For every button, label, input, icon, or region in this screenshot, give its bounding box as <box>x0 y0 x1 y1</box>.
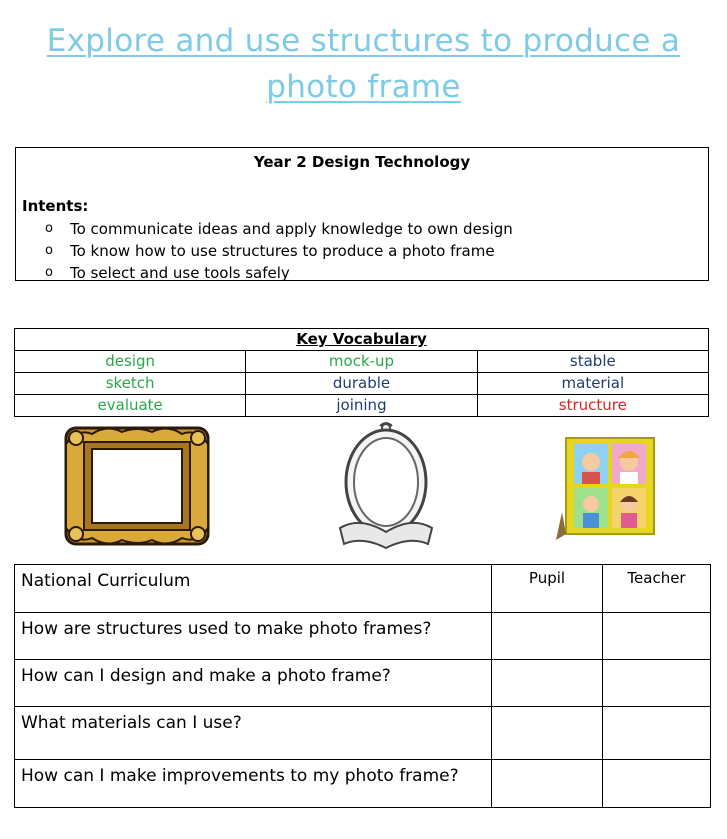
vocab-word: sketch <box>15 373 246 395</box>
title-line-1: Explore and use structures to produce a <box>46 23 681 59</box>
curriculum-question: How can I make improvements to my photo frame? <box>15 760 492 808</box>
pupil-check-cell[interactable] <box>492 760 603 808</box>
teacher-column-header: Teacher <box>603 565 711 613</box>
pupil-check-cell[interactable] <box>492 660 603 707</box>
curriculum-header: National Curriculum <box>15 565 492 613</box>
vocab-word: evaluate <box>15 395 246 417</box>
pupil-check-cell[interactable] <box>492 613 603 660</box>
vocabulary-heading: Key Vocabulary <box>15 329 709 351</box>
intents-heading: Year 2 Design Technology <box>253 153 471 171</box>
intents-label: Intents: <box>22 197 89 215</box>
yellow-family-photo-frame-image <box>548 432 658 544</box>
pupil-check-cell[interactable] <box>492 707 603 760</box>
intents-box <box>15 147 709 281</box>
curriculum-question: How can I design and make a photo frame? <box>15 660 492 707</box>
page-title <box>0 18 727 110</box>
title-line-2: photo frame <box>266 69 461 105</box>
intent-item: o To know how to use structures to produce a photo frame <box>42 240 513 262</box>
vocab-word: mock-up <box>246 351 477 373</box>
pupil-column-header: Pupil <box>492 565 603 613</box>
ornate-gold-frame-image <box>62 424 212 548</box>
vocab-word: joining <box>246 395 477 417</box>
teacher-check-cell[interactable] <box>603 613 711 660</box>
vocab-word: stable <box>477 351 708 373</box>
intents-list <box>42 218 513 284</box>
curriculum-question: How are structures used to make photo frames? <box>15 613 492 660</box>
national-curriculum-table <box>14 564 711 808</box>
vocab-word: structure <box>477 395 708 417</box>
vocab-word: design <box>15 351 246 373</box>
curriculum-question: What materials can I use? <box>15 707 492 760</box>
intent-item: o To select and use tools safely <box>42 262 513 284</box>
teacher-check-cell[interactable] <box>603 660 711 707</box>
key-vocabulary-table <box>14 328 709 417</box>
vocab-word: durable <box>246 373 477 395</box>
teacher-check-cell[interactable] <box>603 707 711 760</box>
vocab-word: material <box>477 373 708 395</box>
intent-item: o To communicate ideas and apply knowledge to own design <box>42 218 513 240</box>
teacher-check-cell[interactable] <box>603 760 711 808</box>
oval-mirror-frame-image <box>330 420 442 550</box>
